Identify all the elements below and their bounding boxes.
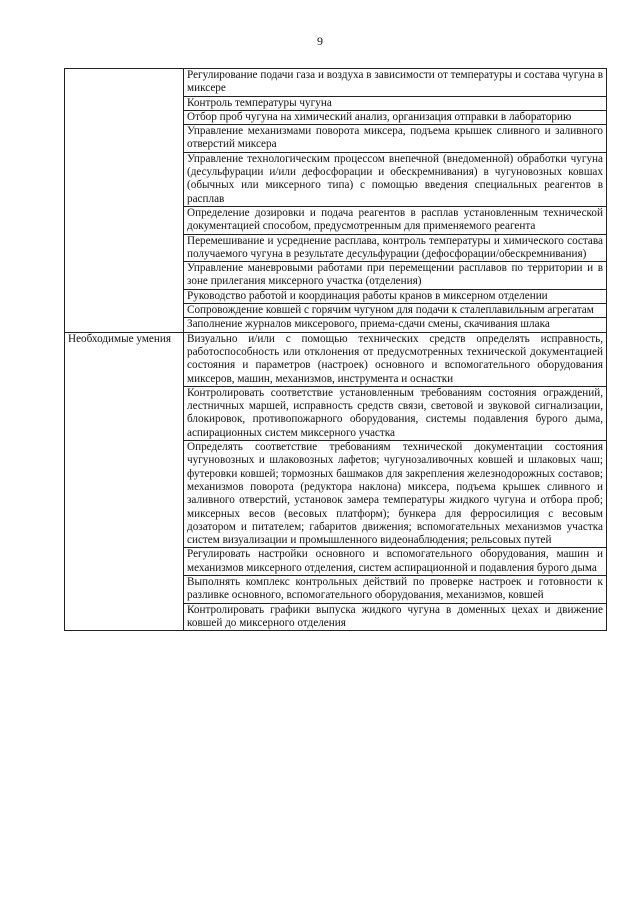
- section-label: Необходимые умения: [65, 332, 184, 631]
- requirement-cell: Управление механизмами поворота миксера, подъема крышек сливного и заливного отверстий миксера: [184, 125, 607, 153]
- requirement-cell: Определение дозировки и подача реагентов в расплав установленным технической документацией способом, предусмотренным для применяемого реагента: [184, 206, 607, 234]
- requirement-cell: Регулировать настройки основного и вспомогательного оборудования, машин и механизмов миксерного отделения, систем аспирационной и подавления бурого дыма: [184, 548, 607, 576]
- requirement-cell: Контроль температуры чугуна: [184, 96, 607, 110]
- requirement-cell: Визуально и/или с помощью технических средств определять исправность, работоспособность или отклонения от предусмотренных технической документацией состояния и параметров (настроек) основного и вспомогательного оборудования миксеров, машин, механизмов, инструмента и оснастки: [184, 332, 607, 386]
- requirement-cell: Перемешивание и усреднение расплава, контроль температуры и химического состава получаемого чугуна в результате десульфурации (дефосфорации/обескремнивания): [184, 234, 607, 262]
- table-body: [65, 69, 607, 631]
- requirement-cell: Контролировать соответствие установленным требованиям состояния ограждений, лестничных маршей, исправность средств связи, световой и звуковой сигнализации, блокировок, противопожарного оборудования, системы подавления бурого дыма, аспирационных систем миксерного участка: [184, 386, 607, 440]
- requirement-cell: Сопровождение ковшей с горячим чугуном для подачи к сталеплавильным агрегатам: [184, 304, 607, 318]
- requirement-cell: Управление маневровыми работами при перемещении расплавов по территории и в зоне прилегания миксерного участка (отделения): [184, 262, 607, 290]
- requirement-cell: Отбор проб чугуна на химический анализ, организация отправки в лабораторию: [184, 110, 607, 124]
- requirement-cell: Заполнение журналов миксерового, приема-сдачи смены, скачивания шлака: [184, 318, 607, 332]
- requirement-cell: Регулирование подачи газа и воздуха в зависимости от температуры и состава чугуна в миксере: [184, 69, 607, 97]
- table-row: [65, 69, 607, 97]
- requirement-cell: Выполнять комплекс контрольных действий по проверке настроек и готовности к разливке основного, вспомогательного оборудования, механизмов, ковшей: [184, 575, 607, 603]
- requirement-cell: Руководство работой и координация работы кранов в миксерном отделении: [184, 289, 607, 303]
- table-row: [65, 332, 607, 386]
- section-label: [65, 69, 184, 333]
- requirement-cell: Управление технологическим процессом внепечной (внедоменной) обработки чугуна (десульфурации и/или дефосфорации и обескремнивания) в чугуновозных ковшах (обычных или миксерного типа) с помощью введения специальных реагентов в расплав: [184, 152, 607, 206]
- competency-table: [64, 68, 607, 631]
- requirement-cell: Контролировать графики выпуска жидкого чугуна в доменных цехах и движение ковшей до миксерного отделения: [184, 603, 607, 631]
- requirement-cell: Определять соответствие требованиям технической документации состояния чугуновозных и шлаковозных лафетов; чугунозаливочных ковшей и шлаковых чаш; футеровки ковшей; тормозных башмаков для закрепления железнодорожных составов; механизмов поворота (редуктора наклона) миксера, подъема крышек сливного и заливного отверстий, установок замера температуры жидкого чугуна и отбора проб; миксерных весов (весовых платформ); бункера для ферросилиция с весовым дозатором и питателем; габаритов движения; вспомогательных механизмов участка систем визуализации и промышленного видеонаблюдения; рельсовых путей: [184, 441, 607, 548]
- page-number: 9: [317, 34, 323, 48]
